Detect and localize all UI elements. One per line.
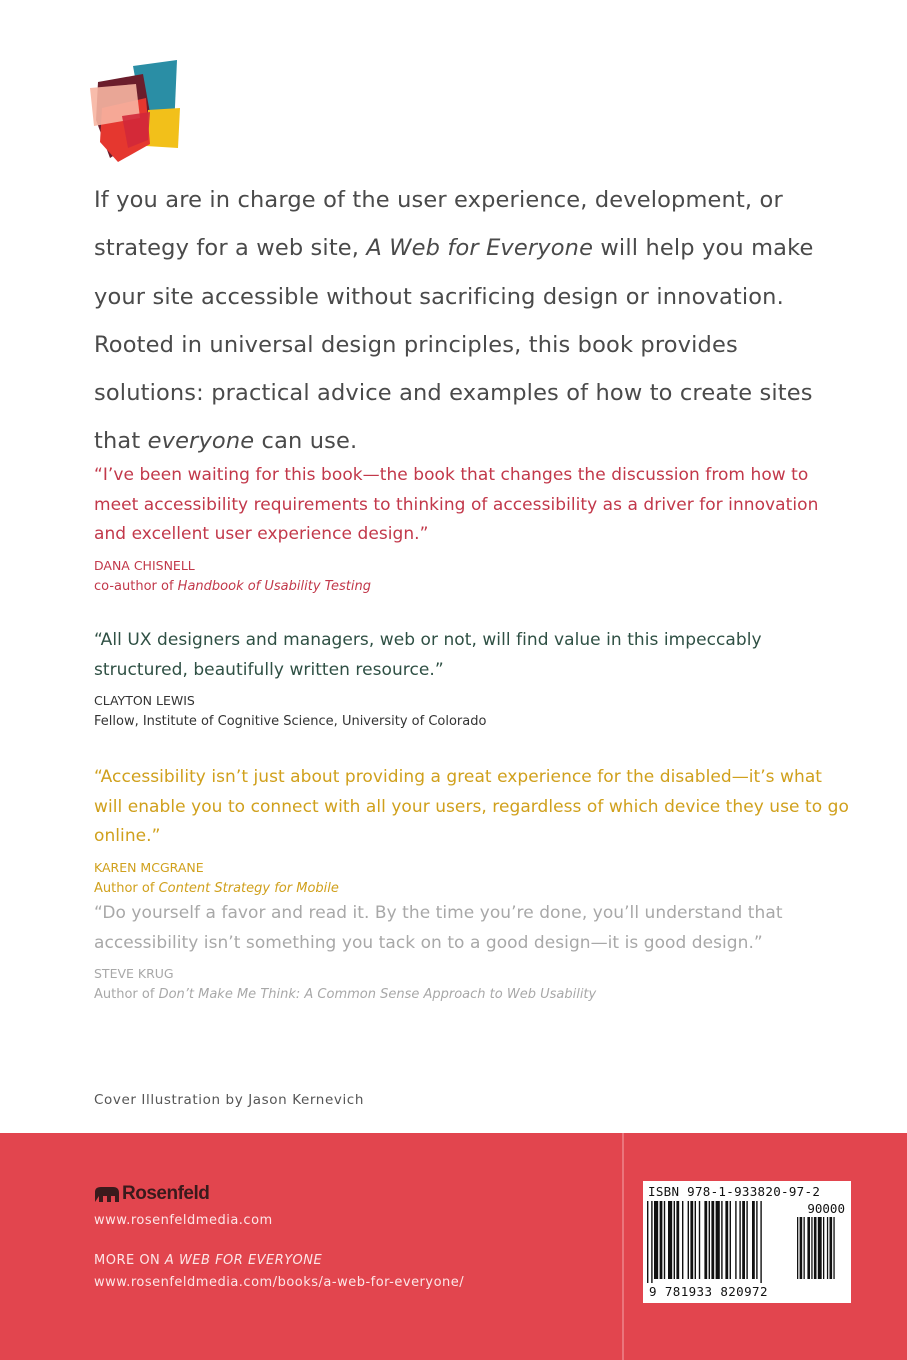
book-title: A Web for Everyone bbox=[366, 235, 594, 262]
barcode-bar bbox=[674, 1201, 675, 1279]
testimonial-author: STEVE KRUG bbox=[94, 966, 174, 981]
barcode-bar bbox=[746, 1201, 747, 1279]
testimonial-text: “Accessibility isn’t just about providing a great experience for the disabled—it’s what will enable you to connect with all your users, regardless of which device they use to go online.” bbox=[94, 767, 849, 846]
publisher-website: www.rosenfeldmedia.com bbox=[94, 1213, 273, 1228]
barcode-addon-bar bbox=[797, 1217, 798, 1279]
testimonial-author-role bbox=[94, 711, 854, 733]
illustration-credit: Cover Illustration by Jason Kernevich bbox=[94, 1092, 364, 1108]
role-prefix: Fellow, Institute of Cognitive Science, University of Colorado bbox=[94, 714, 487, 729]
barcode-addon-bar bbox=[818, 1217, 822, 1279]
more-prefix: MORE ON bbox=[94, 1253, 165, 1268]
testimonial-author-role bbox=[94, 984, 854, 1006]
barcode-addon-bar bbox=[811, 1217, 812, 1279]
elephant-icon bbox=[94, 1185, 120, 1203]
isbn-number: ISBN 978-1-933820-97-2 bbox=[648, 1184, 821, 1199]
barcode-bar bbox=[660, 1201, 663, 1279]
ean-digits: 9 781933 820972 bbox=[649, 1284, 768, 1299]
testimonial-3 bbox=[94, 763, 854, 900]
blurb-part-1: If you are in charge of the user experience, development, or strategy for a web site, bbox=[94, 187, 783, 262]
blurb-part-3: can use. bbox=[254, 428, 358, 455]
barcode-addon: 90000 bbox=[807, 1201, 845, 1216]
barcode-bar bbox=[730, 1201, 731, 1279]
footer-divider bbox=[622, 1133, 624, 1360]
more-info-label bbox=[94, 1253, 322, 1268]
blurb-emphasis: everyone bbox=[147, 428, 255, 455]
testimonial-author: KAREN MCGRANE bbox=[94, 859, 204, 875]
barcode-bar bbox=[682, 1201, 683, 1279]
publisher-name: Rosenfeld bbox=[122, 1183, 210, 1204]
testimonial-1 bbox=[94, 461, 854, 598]
barcode-addon-bar bbox=[800, 1217, 803, 1279]
testimonial-4 bbox=[94, 899, 854, 1006]
barcode-bar bbox=[735, 1201, 736, 1279]
barcode-bar bbox=[651, 1201, 652, 1283]
testimonial-text: “I’ve been waiting for this book—the book that changes the discussion from how to meet accessibility requirements to thinking of accessibility as a driver for innovation and excellent user experience design.” bbox=[94, 465, 819, 544]
barcode-bar bbox=[742, 1201, 745, 1279]
barcode-bar bbox=[647, 1201, 648, 1283]
barcode-bar bbox=[716, 1201, 720, 1279]
barcode-bar bbox=[711, 1201, 714, 1279]
role-prefix: Author of bbox=[94, 987, 159, 1002]
barcode-bar bbox=[709, 1201, 710, 1279]
testimonial-text: “All UX designers and managers, web or not, will find value in this impeccably structured, beautifully written resource.” bbox=[94, 630, 762, 680]
testimonial-author-role bbox=[94, 878, 854, 900]
barcode-addon-bar bbox=[823, 1217, 824, 1279]
testimonial-author: CLAYTON LEWIS bbox=[94, 693, 195, 708]
role-prefix: co-author of bbox=[94, 578, 178, 594]
barcode-bar bbox=[676, 1201, 679, 1279]
more-title: A WEB FOR EVERYONE bbox=[164, 1253, 323, 1268]
testimonial-author-role bbox=[94, 576, 854, 598]
barcode-bar bbox=[752, 1201, 755, 1279]
book-logo-illustration bbox=[88, 60, 183, 165]
barcode-bars bbox=[647, 1201, 847, 1283]
barcode-bar bbox=[695, 1201, 696, 1279]
book-page-url: www.rosenfeldmedia.com/books/a-web-for-everyone/ bbox=[94, 1275, 465, 1290]
role-title: Handbook of Usability Testing bbox=[177, 578, 371, 594]
barcode-bar bbox=[699, 1201, 700, 1279]
role-title: Don’t Make Me Think: A Common Sense Approach to Web Usability bbox=[158, 987, 597, 1002]
barcode-bar bbox=[690, 1201, 693, 1279]
barcode-addon-bar bbox=[814, 1217, 817, 1279]
barcode-bar bbox=[721, 1201, 722, 1279]
barcode-addon-bar bbox=[807, 1217, 810, 1279]
publisher-logo bbox=[94, 1183, 209, 1205]
role-title: Content Strategy for Mobile bbox=[158, 880, 339, 896]
barcode-addon-bar bbox=[833, 1217, 834, 1279]
publisher-footer bbox=[0, 1133, 907, 1360]
testimonial-text: “Do yourself a favor and read it. By the time you’re done, you’ll understand that accessibility isn’t something you tack on to a good design—it is good design.” bbox=[94, 903, 783, 953]
barcode-addon-bar bbox=[804, 1217, 805, 1279]
barcode-bar bbox=[739, 1201, 740, 1279]
role-prefix: Author of bbox=[94, 880, 159, 896]
barcode-bar bbox=[725, 1201, 728, 1279]
testimonial-author: DANA CHISNELL bbox=[94, 557, 195, 573]
testimonial-2 bbox=[94, 626, 854, 733]
barcode-addon-bar bbox=[830, 1217, 833, 1279]
barcode-bar bbox=[688, 1201, 689, 1279]
barcode-bar bbox=[664, 1201, 665, 1279]
barcode-bar bbox=[760, 1201, 761, 1283]
blurb-part-2: will help you make your site accessible without sacrificing design or innovation. Rooted in universal design principles, this book provides solutions: practical advice and examples of how to create sites that bbox=[94, 235, 814, 455]
isbn-barcode bbox=[643, 1181, 851, 1303]
barcode-bar bbox=[756, 1201, 757, 1279]
barcode-bar bbox=[654, 1201, 658, 1279]
barcode-bar bbox=[668, 1201, 672, 1279]
barcode-addon-bar bbox=[827, 1217, 828, 1279]
book-description bbox=[94, 176, 854, 466]
barcode-bar bbox=[704, 1201, 707, 1279]
